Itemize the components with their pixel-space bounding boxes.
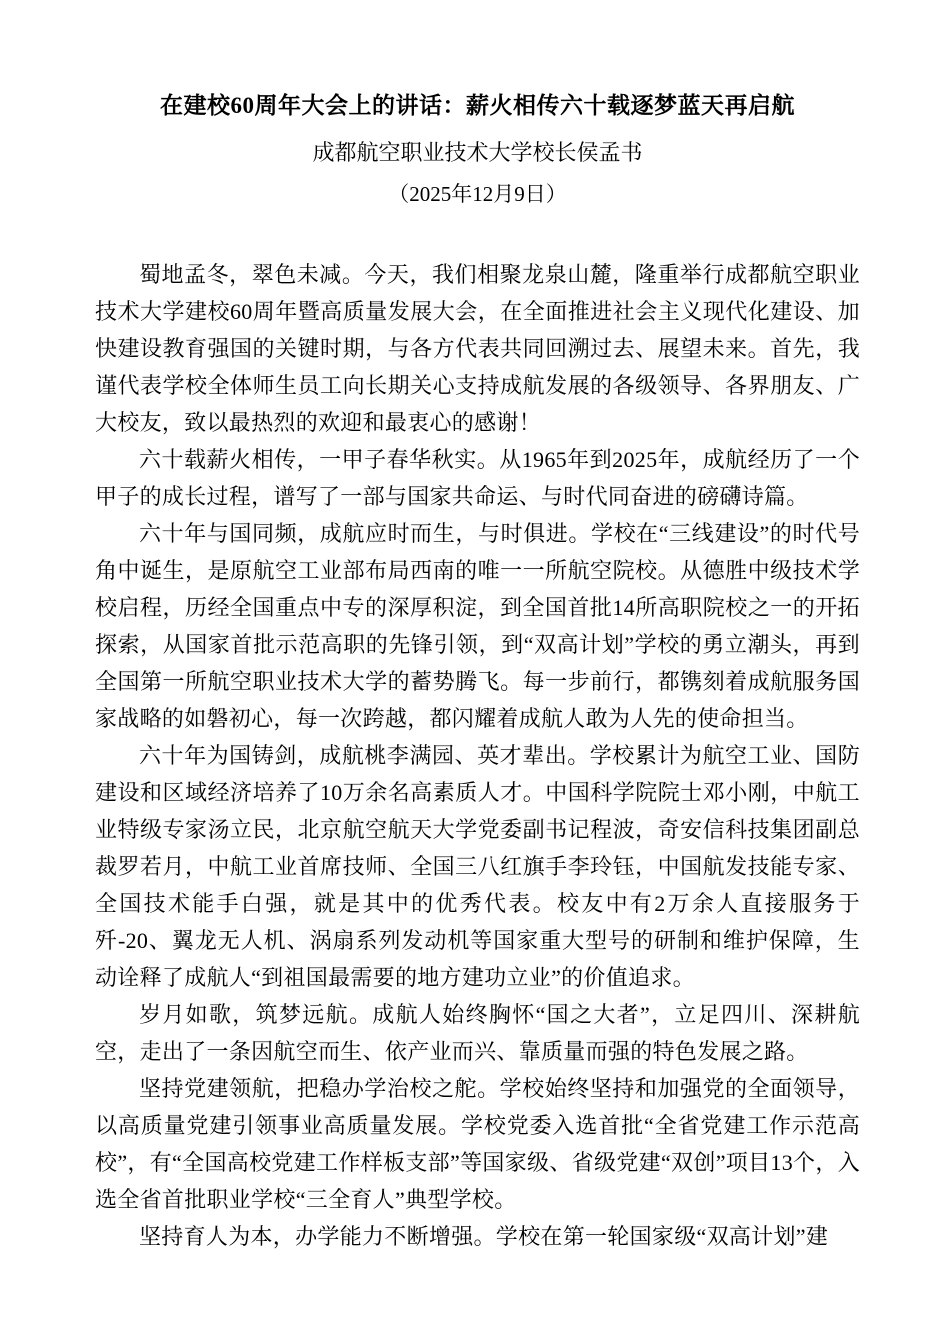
body-paragraph: 六十载薪火相传，一甲子春华秋实。从1965年到2025年，成航经历了一个甲子的成长过程，谱写了一部与国家共命运、与时代同奋进的磅礴诗篇。 <box>95 447 860 509</box>
body-paragraph: 岁月如歌，筑梦远航。成航人始终胸怀“国之大者”，立足四川、深耕航空，走出了一条因航空而生、依产业而兴、靠质量而强的特色发展之路。 <box>95 1002 860 1064</box>
document-body <box>95 256 860 1255</box>
document-author: 成都航空职业技术大学校长侯孟书 <box>312 140 643 165</box>
body-paragraph: 六十年为国铸剑，成航桃李满园、英才辈出。学校累计为航空工业、国防建设和区域经济培养了10万余名高素质人才。中国科学院院士邓小刚，中航工业特级专家汤立民，北京航空航天大学党委副书记程波，奇安信科技集团副总裁罗若月，中航工业首席技师、全国三八红旗手李玲钰，中国航发技能专家、全国技术能手白强，就是其中的优秀代表。校友中有2万余人直接服务于歼-20、翼龙无人机、涡扇系列发动机等国家重大型号的研制和维护保障，生动诠释了成航人“到祖国最需要的地方建功立业”的价值追求。 <box>95 743 860 990</box>
body-paragraph: 坚持育人为本，办学能力不断增强。学校在第一轮国家级“双高计划”建 <box>139 1224 829 1249</box>
body-paragraph: 六十年与国同频，成航应时而生，与时俱进。学校在“三线建设”的时代号角中诞生，是原航空工业部布局西南的唯一一所航空院校。从德胜中级技术学校启程，历经全国重点中专的深厚积淀，到全国首批14所高职院校之一的开拓探索，从国家首批示范高职的先锋引领，到“双高计划”学校的勇立潮头，再到全国第一所航空职业技术大学的蓄势腾飞。每一步前行，都镌刻着成航服务国家战略的如磐初心，每一次跨越，都闪耀着成航人敢为人先的使命担当。 <box>95 521 860 731</box>
document-title: 在建校60周年大会上的讲话：薪火相传六十载逐梦蓝天再启航 <box>160 93 795 118</box>
body-paragraph: 蜀地孟冬，翠色未减。今天，我们相聚龙泉山麓，隆重举行成都航空职业技术大学建校60周年暨高质量发展大会，在全面推进社会主义现代化建设、加快建设教育强国的关键时期，与各方代表共同回溯过去、展望未来。首先，我谨代表学校全体师生员工向长期关心支持成航发展的各级领导、各界朋友、广大校友，致以最热烈的欢迎和最衷心的感谢！ <box>95 262 860 435</box>
document-date: （2025年12月9日） <box>388 182 567 206</box>
body-paragraph: 坚持党建领航，把稳办学治校之舵。学校始终坚持和加强党的全面领导，以高质量党建引领事业高质量发展。学校党委入选首批“全省党建工作示范高校”，有“全国高校党建工作样板支部”等国家级、省级党建“双创”项目13个，入选全省首批职业学校“三全育人”典型学校。 <box>95 1076 860 1212</box>
